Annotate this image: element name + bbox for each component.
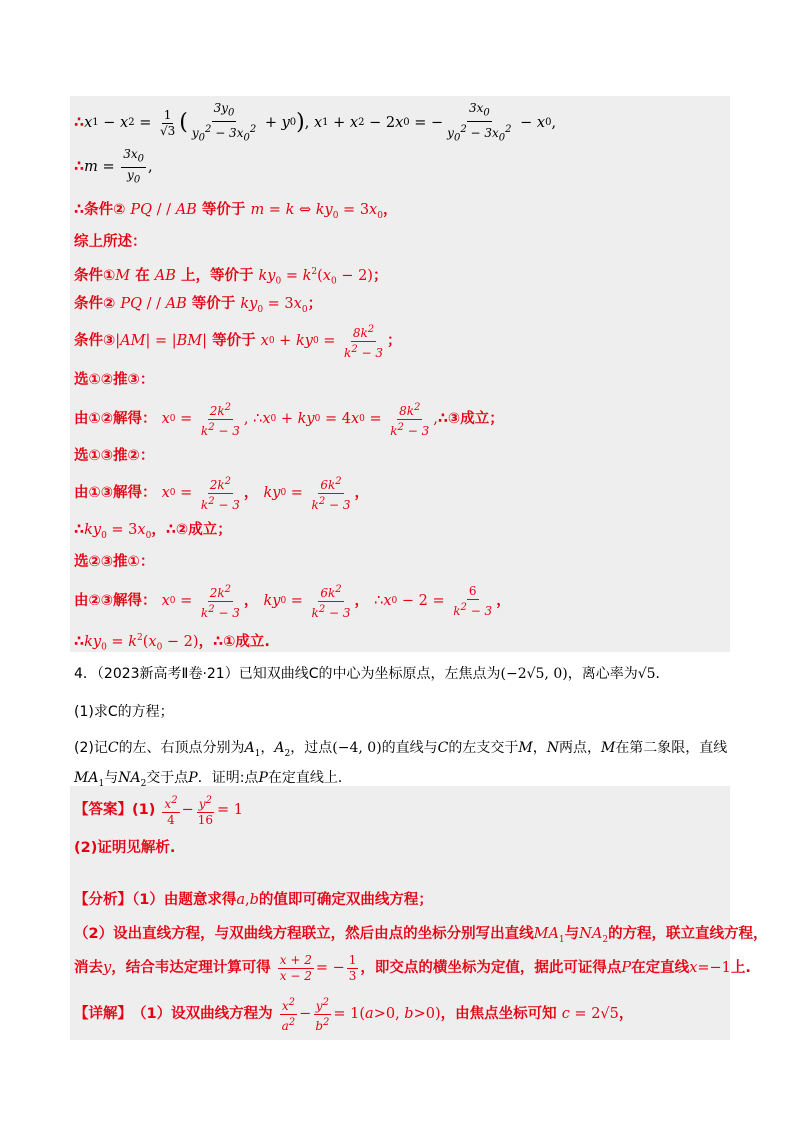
analysis-line-2: （2）设出直线方程，与双曲线方程联立，然后由点的坐标分别写出直线$MA_1$与$NA_2$的方程，联立直线方程， bbox=[74, 926, 768, 945]
solution-line-13: 选②③推①： bbox=[74, 554, 155, 570]
detail-tag: 【详解】 bbox=[74, 1006, 132, 1022]
question-source: （2023新高考Ⅱ卷·21） bbox=[96, 666, 239, 682]
therefore-symbol: ∴ bbox=[74, 159, 85, 175]
analysis-line-3: 消去 y ，结合韦达定理计算可得 $\frac{x + 2}{x - 2}$ = − $\frac{1}{3}$ ，即交点的横坐标为定值，据此可证得点 P 在定直线 x =−1 上. bbox=[74, 952, 751, 983]
answer-tag: 【答案】 bbox=[74, 802, 132, 818]
solution-line-12: $\therefore ky_0 = 3x_0$，∴②成立； bbox=[74, 522, 232, 541]
question-4-sub2-line1: (2)记C的左、右顶点分别为$A_1$，$A_2$，过点(−4, 0)的直线与C的左支交于M，N两点，M在第二象限，直线 bbox=[74, 740, 728, 759]
solution-line-6: 条件② PQ / / AB 等价于 $ky_0 = 3x_0$； bbox=[74, 296, 323, 315]
solution-line-14: 由②③解得： x 0 = $\frac{2k^2}{k^2 - 3}$ ， ky 0 = $\frac{6k^2}{k^2 - 3}$ ， ∴ x 0 − 2 = $\frac{6}{k^2 - 3}$ ， bbox=[74, 583, 511, 620]
solution-line-11: 由①③解得： x 0 = $\frac{2k^2}{k^2 - 3}$ ， ky 0 = $\frac{6k^2}{k^2 - 3}$ ， bbox=[74, 475, 370, 512]
analysis-tag: 【分析】 bbox=[74, 892, 132, 908]
question-number: 4． bbox=[74, 666, 97, 682]
solution-line-3: ∴条件② PQ / / AB 等价于 m = k ⇔ $ky_0 = 3x_0$， bbox=[74, 202, 398, 221]
solution-line-5: 条件①M 在 AB 上，等价于 $ky_0 = k^2(x_0 - 2)$； bbox=[74, 267, 388, 287]
solution-line-7: 条件③ | AM | = | BM | 等价于 x 0 + ky 0 = $\frac{8k^2}{k^2 - 3}$ ； bbox=[74, 323, 402, 360]
solution-line-9: 由①②解得： x 0 = $\frac{2k^2}{k^2 - 3}$ , ∴ x 0 + ky 0 = 4 x 0 = $\frac{8k^2}{k^2 - 3}$ , ∴③成立； bbox=[74, 401, 504, 438]
therefore-symbol: ∴ bbox=[74, 115, 85, 131]
solution-line-1: ∴ x 1 − x 2 = $\frac{1}{√3}$ ( $\frac{3y_0}{y_0^2 - 3x_0^2}$ + y 0 ) , x 1 + x 2 − 2 x 0 = − $\frac{3x_0}{y_0^2 - 3x_0^2}$ − x 0 , bbox=[74, 101, 557, 143]
answer-line-1: 【答案】 (1) $\frac{x^2}{4}$ − $\frac{y^2}{16}$ = 1 bbox=[74, 794, 243, 827]
question-4-stem: 4．（2023新高考Ⅱ卷·21）已知双曲线C的中心为坐标原点，左焦点为(−2√5, 0)，离心率为√5． bbox=[74, 666, 670, 682]
solution-line-15: $\therefore ky_0 = k^2(x_0 - 2)$，∴①成立. bbox=[74, 633, 270, 653]
solution-line-4: 综上所述： bbox=[74, 234, 147, 250]
solution-line-2: ∴ m = $\frac{3x_0}{y_0}$ , bbox=[74, 147, 153, 185]
solution-line-8: 选①②推③： bbox=[74, 372, 155, 388]
question-4-sub1: (1)求C的方程； bbox=[74, 704, 174, 720]
detail-line-1: 【详解】 （1）设双曲线方程为 $\frac{x^2}{a^2}$ − $\frac{y^2}{b^2}$ = 1( a >0, b >0) ，由焦点坐标可知 c = 2√5 ， bbox=[74, 996, 634, 1033]
solution-line-10: 选①③推②： bbox=[74, 448, 155, 464]
answer-line-2: (2)证明见解析. bbox=[74, 840, 176, 856]
question-4-sub2-line2: $MA_1$与$NA_2$交于点P．证明:点P在定直线上． bbox=[74, 770, 352, 789]
analysis-line-1: 【分析】（1）由题意求得a,b的值即可确定双曲线方程； bbox=[74, 892, 433, 908]
